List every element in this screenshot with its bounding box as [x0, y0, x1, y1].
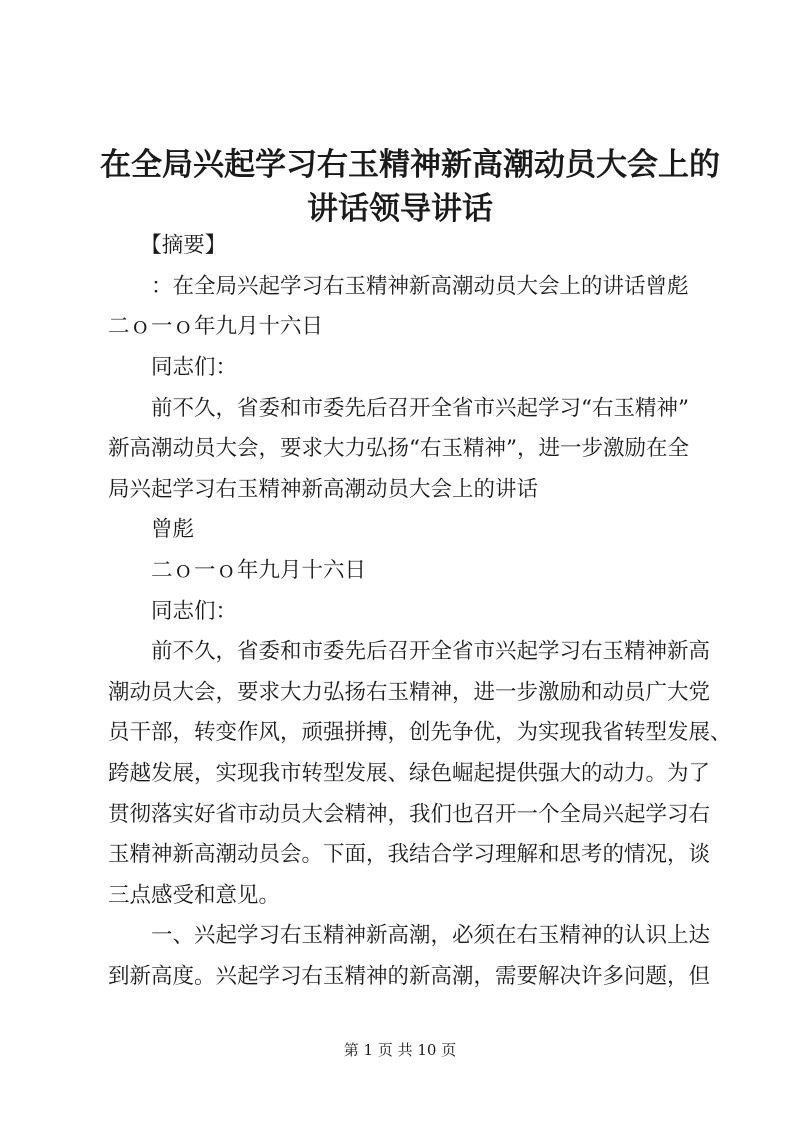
body-line: 贯彻落实好省市动员大会精神，我们也召开一个全局兴起学习右	[108, 802, 711, 827]
abstract-heading: 【摘要】	[108, 233, 227, 258]
body-line: ：在全局兴起学习右玉精神新高潮动员大会上的讲话曾彪	[108, 274, 689, 299]
body-line: 二ｏ一ｏ年九月十六日	[108, 314, 324, 339]
body-line: 前不久，省委和市委先后召开全省市兴起学习右玉精神新高	[108, 639, 711, 664]
document-title-line-2: 讲话领导讲话	[307, 191, 493, 227]
body-line: 新高潮动员大会，要求大力弘扬“右玉精神”，进一步激励在全	[108, 436, 689, 461]
body-line: 到新高度。兴起学习右玉精神的新高潮，需要解决许多问题，但	[108, 964, 711, 989]
body-line: 玉精神新高潮动员会。下面，我结合学习理解和思考的情况，谈	[108, 842, 711, 867]
author-name: 曾彪	[108, 517, 195, 542]
document-title-line-1: 在全局兴起学习右玉精神新高潮动员大会上的	[100, 147, 720, 183]
body-line: 潮动员大会，要求大力弘扬右玉精神，进一步激励和动员广大党	[108, 680, 711, 705]
body-line: 员干部，转变作风，顽强拼搏，创先争优，为实现我省转型发展、	[108, 720, 732, 745]
section-heading-line: 一、兴起学习右玉精神新高潮，必须在右玉精神的认识上达	[108, 923, 711, 948]
salutation: 同志们：	[108, 355, 238, 380]
page-footer: 第 1 页 共 10 页	[343, 1041, 457, 1059]
body-line: 跨越发展，实现我市转型发展、绿色崛起提供强大的动力。为了	[108, 761, 711, 786]
speech-date: 二ｏ一ｏ年九月十六日	[108, 558, 367, 583]
body-line: 三点感受和意见。	[108, 883, 281, 908]
body-line: 前不久，省委和市委先后召开全省市兴起学习“右玉精神”	[108, 396, 689, 421]
salutation: 同志们：	[108, 599, 238, 624]
body-line: 局兴起学习右玉精神新高潮动员大会上的讲话	[108, 477, 539, 502]
